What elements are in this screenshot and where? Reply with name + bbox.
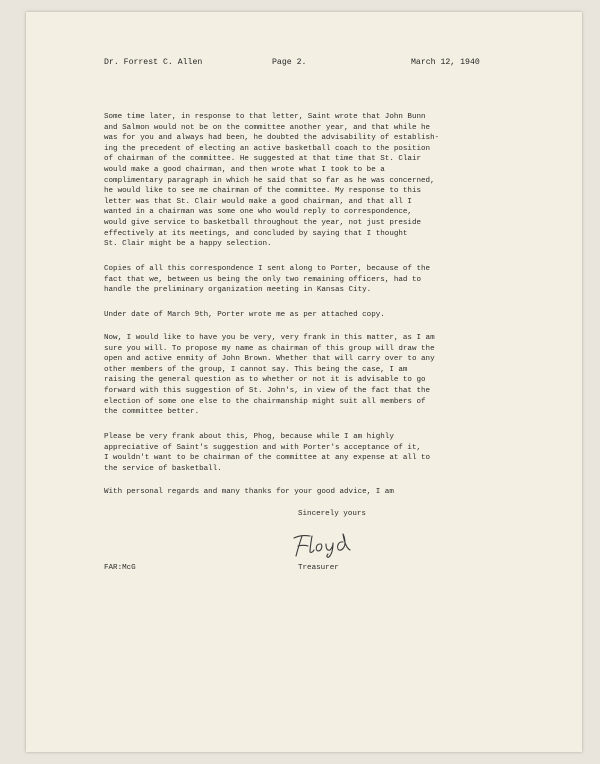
- letter-date: March 12, 1940: [411, 58, 480, 67]
- typist-initials: FAR:McG: [104, 564, 136, 572]
- paragraph-1: Some time later, in response to that letter, Saint wrote that John Bunn and Salmon would not be on the committee another year, and that while he was for you and always had been, he doubted the advisability of establish- ing the precedent of electing an active basketball coach to the position of chairman of the committee. He suggested at that time that St. Clair would make a good chairman, and then wrote what I took to be a complimentary paragraph in which he said that so far as he was concerned, he would like to see me chairman of the committee. My response to this letter was that St. Clair would make a good chairman, and that all I wanted in a chairman was some one who would reply to correspondence, would give service to basketball throughout the year, not just preside effectively at its meetings, and concluded by saying that I thought St. Clair might be a happy selection.: [104, 113, 440, 249]
- signer-title: Treasurer: [298, 564, 339, 572]
- paragraph-6: With personal regards and many thanks for your good advice, I am: [104, 488, 394, 496]
- recipient-name: Dr. Forrest C. Allen: [104, 58, 203, 67]
- closing-salutation: Sincerely yours: [298, 510, 366, 518]
- handwritten-signature: [288, 530, 358, 560]
- paragraph-5: Please be very frank about this, Phog, because while I am highly appreciative of Saint's suggestion and with Porter's acceptance of it, I wouldn't want to be chairman of the committee at any expense at all to the service of basketball.: [104, 433, 431, 473]
- paragraph-4: Now, I would like to have you be very, very frank in this matter, as I am sure you will. To propose my name as chairman of this group will draw the open and active enmity of John Brown. Whether that will carry over to any other members of the group, I cannot say. This being the case, I am raising the general question as to whether or not it is advisable to go forward with this suggestion of St. John's, in view of the fact that the election of some one else to the chairmanship might suit all members of the committee better.: [104, 334, 435, 417]
- paragraph-2: Copies of all this correspondence I sent along to Porter, because of the fact that we, between us being the only two remaining officers, had to handle the preliminary organization meeting in Kansas City.: [104, 265, 431, 295]
- paragraph-3: Under date of March 9th, Porter wrote me as per attached copy.: [104, 311, 385, 319]
- page-number: Page 2.: [272, 58, 307, 67]
